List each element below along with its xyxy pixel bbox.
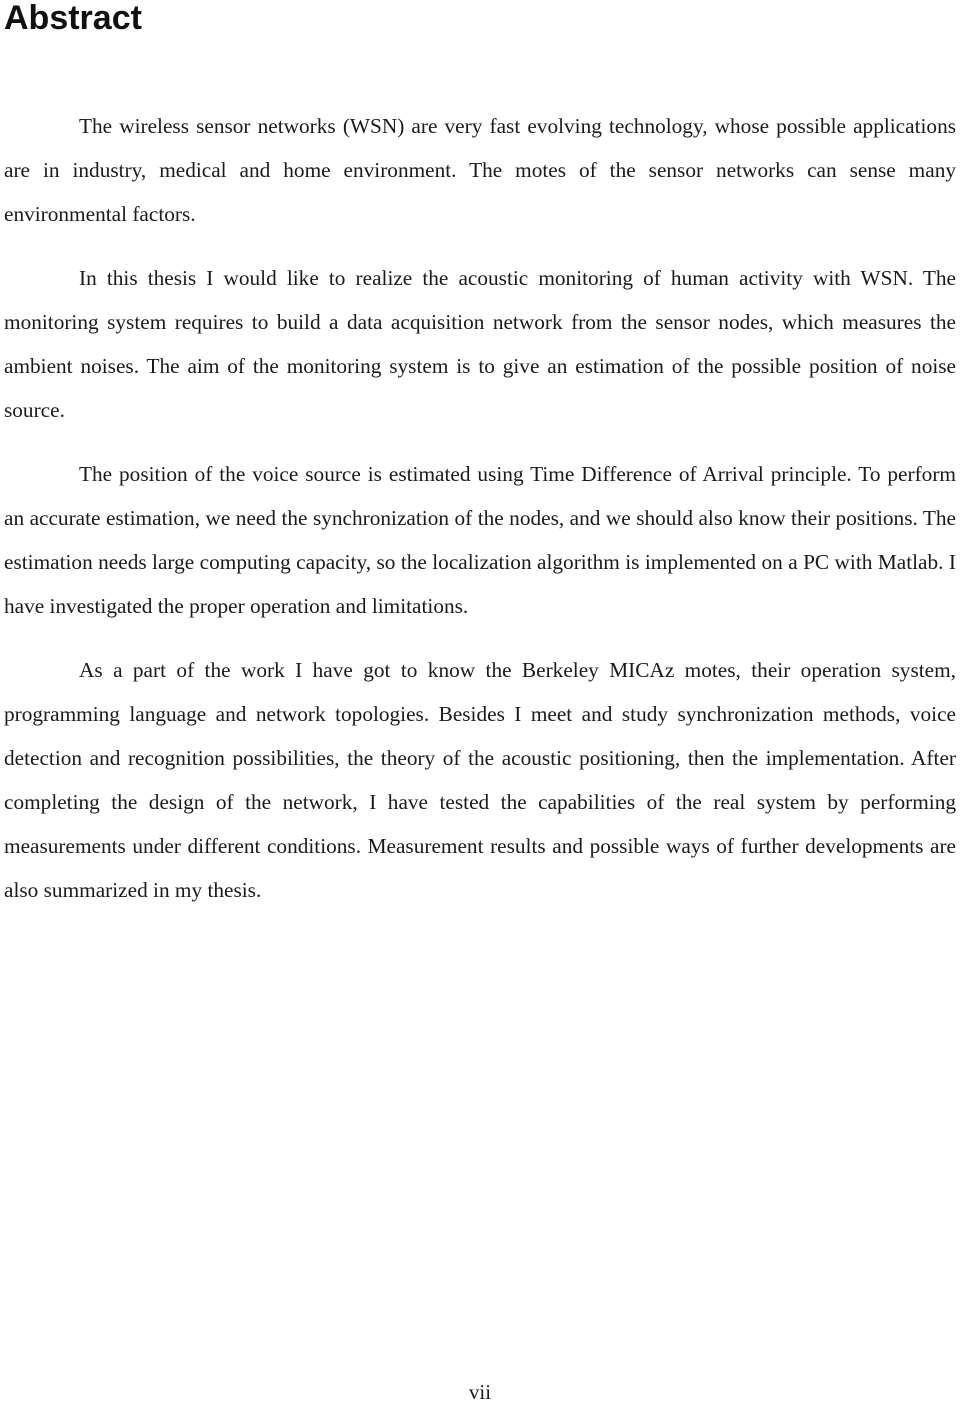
- page-number: vii: [468, 1380, 492, 1404]
- abstract-paragraph-1: The wireless sensor networks (WSN) are very fast evolving technology, whose possible applications are in industry, medical and home environment. The motes of the sensor networks can sense many environmental factors.: [4, 114, 956, 226]
- abstract-body: [4, 104, 956, 932]
- abstract-paragraph-2: In this thesis I would like to realize the acoustic monitoring of human activity with WSN. The monitoring system requires to build a data acquisition network from the sensor nodes, which measures the ambient noises. The aim of the monitoring system is to give an estimation of the possible position of noise source.: [4, 266, 956, 422]
- abstract-paragraph-4: As a part of the work I have got to know the Berkeley MICAz motes, their operation system, programming language and network topologies. Besides I meet and study synchronization methods, voice detection and recognition possibilities, the theory of the acoustic positioning, then the implementation. After completing the design of the network, I have tested the capabilities of the real system by performing measurements under different conditions. Measurement results and possible ways of further developments are also summarized in my thesis.: [4, 658, 956, 902]
- page-title: Abstract: [4, 0, 142, 37]
- abstract-paragraph-3: The position of the voice source is estimated using Time Difference of Arrival principle. To perform an accurate estimation, we need the synchronization of the nodes, and we should also know their positions. The estimation needs large computing capacity, so the localization algorithm is implemented on a PC with Matlab. I have investigated the proper operation and limitations.: [4, 462, 956, 618]
